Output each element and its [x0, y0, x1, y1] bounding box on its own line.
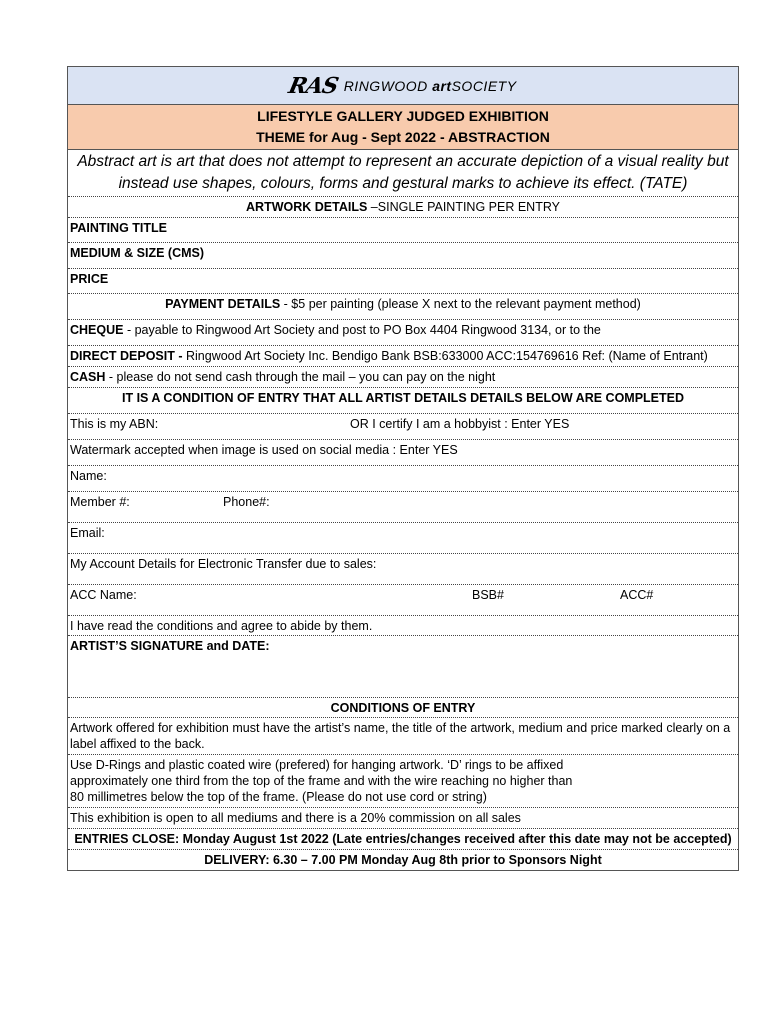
- abn-field[interactable]: This is my ABN:: [70, 417, 159, 431]
- condition-commission: This exhibition is open to all mediums and there is a 20% commission on all sales: [68, 808, 738, 829]
- society-suffix: SOCIETY: [451, 77, 517, 94]
- condition-labels: Artwork offered for exhibition must have the artist’s name, the title of the artwork, medium and price marked clearly on a label affixed to the back.: [68, 718, 738, 755]
- conditions-heading: CONDITIONS OF ENTRY: [68, 698, 738, 718]
- exhibition-title: [68, 105, 738, 150]
- payment-heading: [68, 294, 738, 320]
- artwork-heading-bold: ARTWORK DETAILS: [246, 200, 368, 214]
- phone-field[interactable]: Phone#:: [223, 495, 270, 509]
- payment-heading-rest: - $5 per painting (please X next to the relevant payment method): [280, 297, 641, 311]
- deposit-label: DIRECT DEPOSIT -: [70, 349, 186, 363]
- email-field[interactable]: Email:: [68, 523, 738, 554]
- cheque-text: - payable to Ringwood Art Society and post to PO Box 4404 Ringwood 3134, or to the: [123, 323, 601, 337]
- deposit-text: Ringwood Art Society Inc. Bendigo Bank BSB:633000 ACC:154769616 Ref: (Name of Entrant): [185, 349, 708, 363]
- society-name: [344, 78, 517, 94]
- member-field[interactable]: Member #:: [70, 495, 130, 509]
- cheque-option[interactable]: [68, 320, 738, 346]
- watermark-field[interactable]: Watermark accepted when image is used on social media : Enter YES: [68, 440, 738, 466]
- society-header: [68, 67, 738, 105]
- title-line-1: LIFESTYLE GALLERY JUDGED EXHIBITION: [257, 108, 549, 124]
- abn-row[interactable]: [68, 414, 738, 440]
- delivery-details: DELIVERY: 6.30 – 7.00 PM Monday Aug 8th prior to Sponsors Night: [204, 853, 602, 867]
- artwork-heading: [68, 197, 738, 218]
- cheque-label: CHEQUE: [70, 323, 124, 337]
- medium-size-field[interactable]: MEDIUM & SIZE (CMS): [68, 243, 738, 269]
- bank-details-row: [68, 585, 738, 616]
- title-line-2: THEME for Aug - Sept 2022 - ABSTRACTION: [256, 129, 550, 145]
- hanging-line-3: 80 millimetres below the top of the frame. (Please do not use cord or string): [70, 790, 487, 804]
- payment-heading-bold: PAYMENT DETAILS: [165, 297, 281, 311]
- hanging-line-2: approximately one third from the top of the frame and with the wire reaching no higher than: [70, 774, 573, 788]
- cash-text: - please do not send cash through the mail – you can pay on the night: [105, 370, 496, 384]
- member-phone-row: [68, 492, 738, 523]
- direct-deposit-option[interactable]: [68, 346, 738, 367]
- society-prefix: RINGWOOD: [343, 77, 433, 94]
- cash-option[interactable]: [68, 367, 738, 388]
- condition-hanging: [68, 755, 738, 808]
- agreement-text: I have read the conditions and agree to abide by them.: [68, 616, 738, 636]
- signature-field[interactable]: ARTIST’S SIGNATURE and DATE:: [68, 636, 738, 698]
- account-details-label: My Account Details for Electronic Transfer due to sales:: [68, 554, 738, 585]
- artist-details-condition: IT IS A CONDITION OF ENTRY THAT ALL ARTIST DETAILS DETAILS BELOW ARE COMPLETED: [68, 388, 738, 414]
- theme-quote: Abstract art is art that does not attempt to represent an accurate depiction of a visual reality but instead use shapes, colours, forms and gestural marks to achieve its effect. (TATE): [68, 150, 738, 197]
- hanging-line-1: Use D-Rings and plastic coated wire (prefered) for hanging artwork. ‘D’ rings to be affixed: [70, 758, 564, 772]
- hobbyist-field[interactable]: OR I certify I am a hobbyist : Enter YES: [350, 417, 570, 431]
- price-field[interactable]: PRICE: [68, 269, 738, 294]
- society-art: art: [432, 77, 452, 94]
- name-field[interactable]: Name:: [68, 466, 738, 492]
- artwork-heading-rest: –SINGLE PAINTING PER ENTRY: [367, 200, 560, 214]
- cash-label: CASH: [70, 370, 106, 384]
- bsb-field[interactable]: BSB#: [472, 588, 504, 602]
- entry-form: [67, 66, 739, 871]
- ras-logo: RAS: [286, 72, 341, 99]
- acc-name-field[interactable]: ACC Name:: [70, 588, 137, 602]
- acc-field[interactable]: ACC#: [620, 588, 654, 602]
- painting-title-field[interactable]: PAINTING TITLE: [68, 218, 738, 243]
- entries-close: ENTRIES CLOSE: Monday August 1st 2022 (Late entries/changes received after this date may not be accepted): [68, 829, 738, 850]
